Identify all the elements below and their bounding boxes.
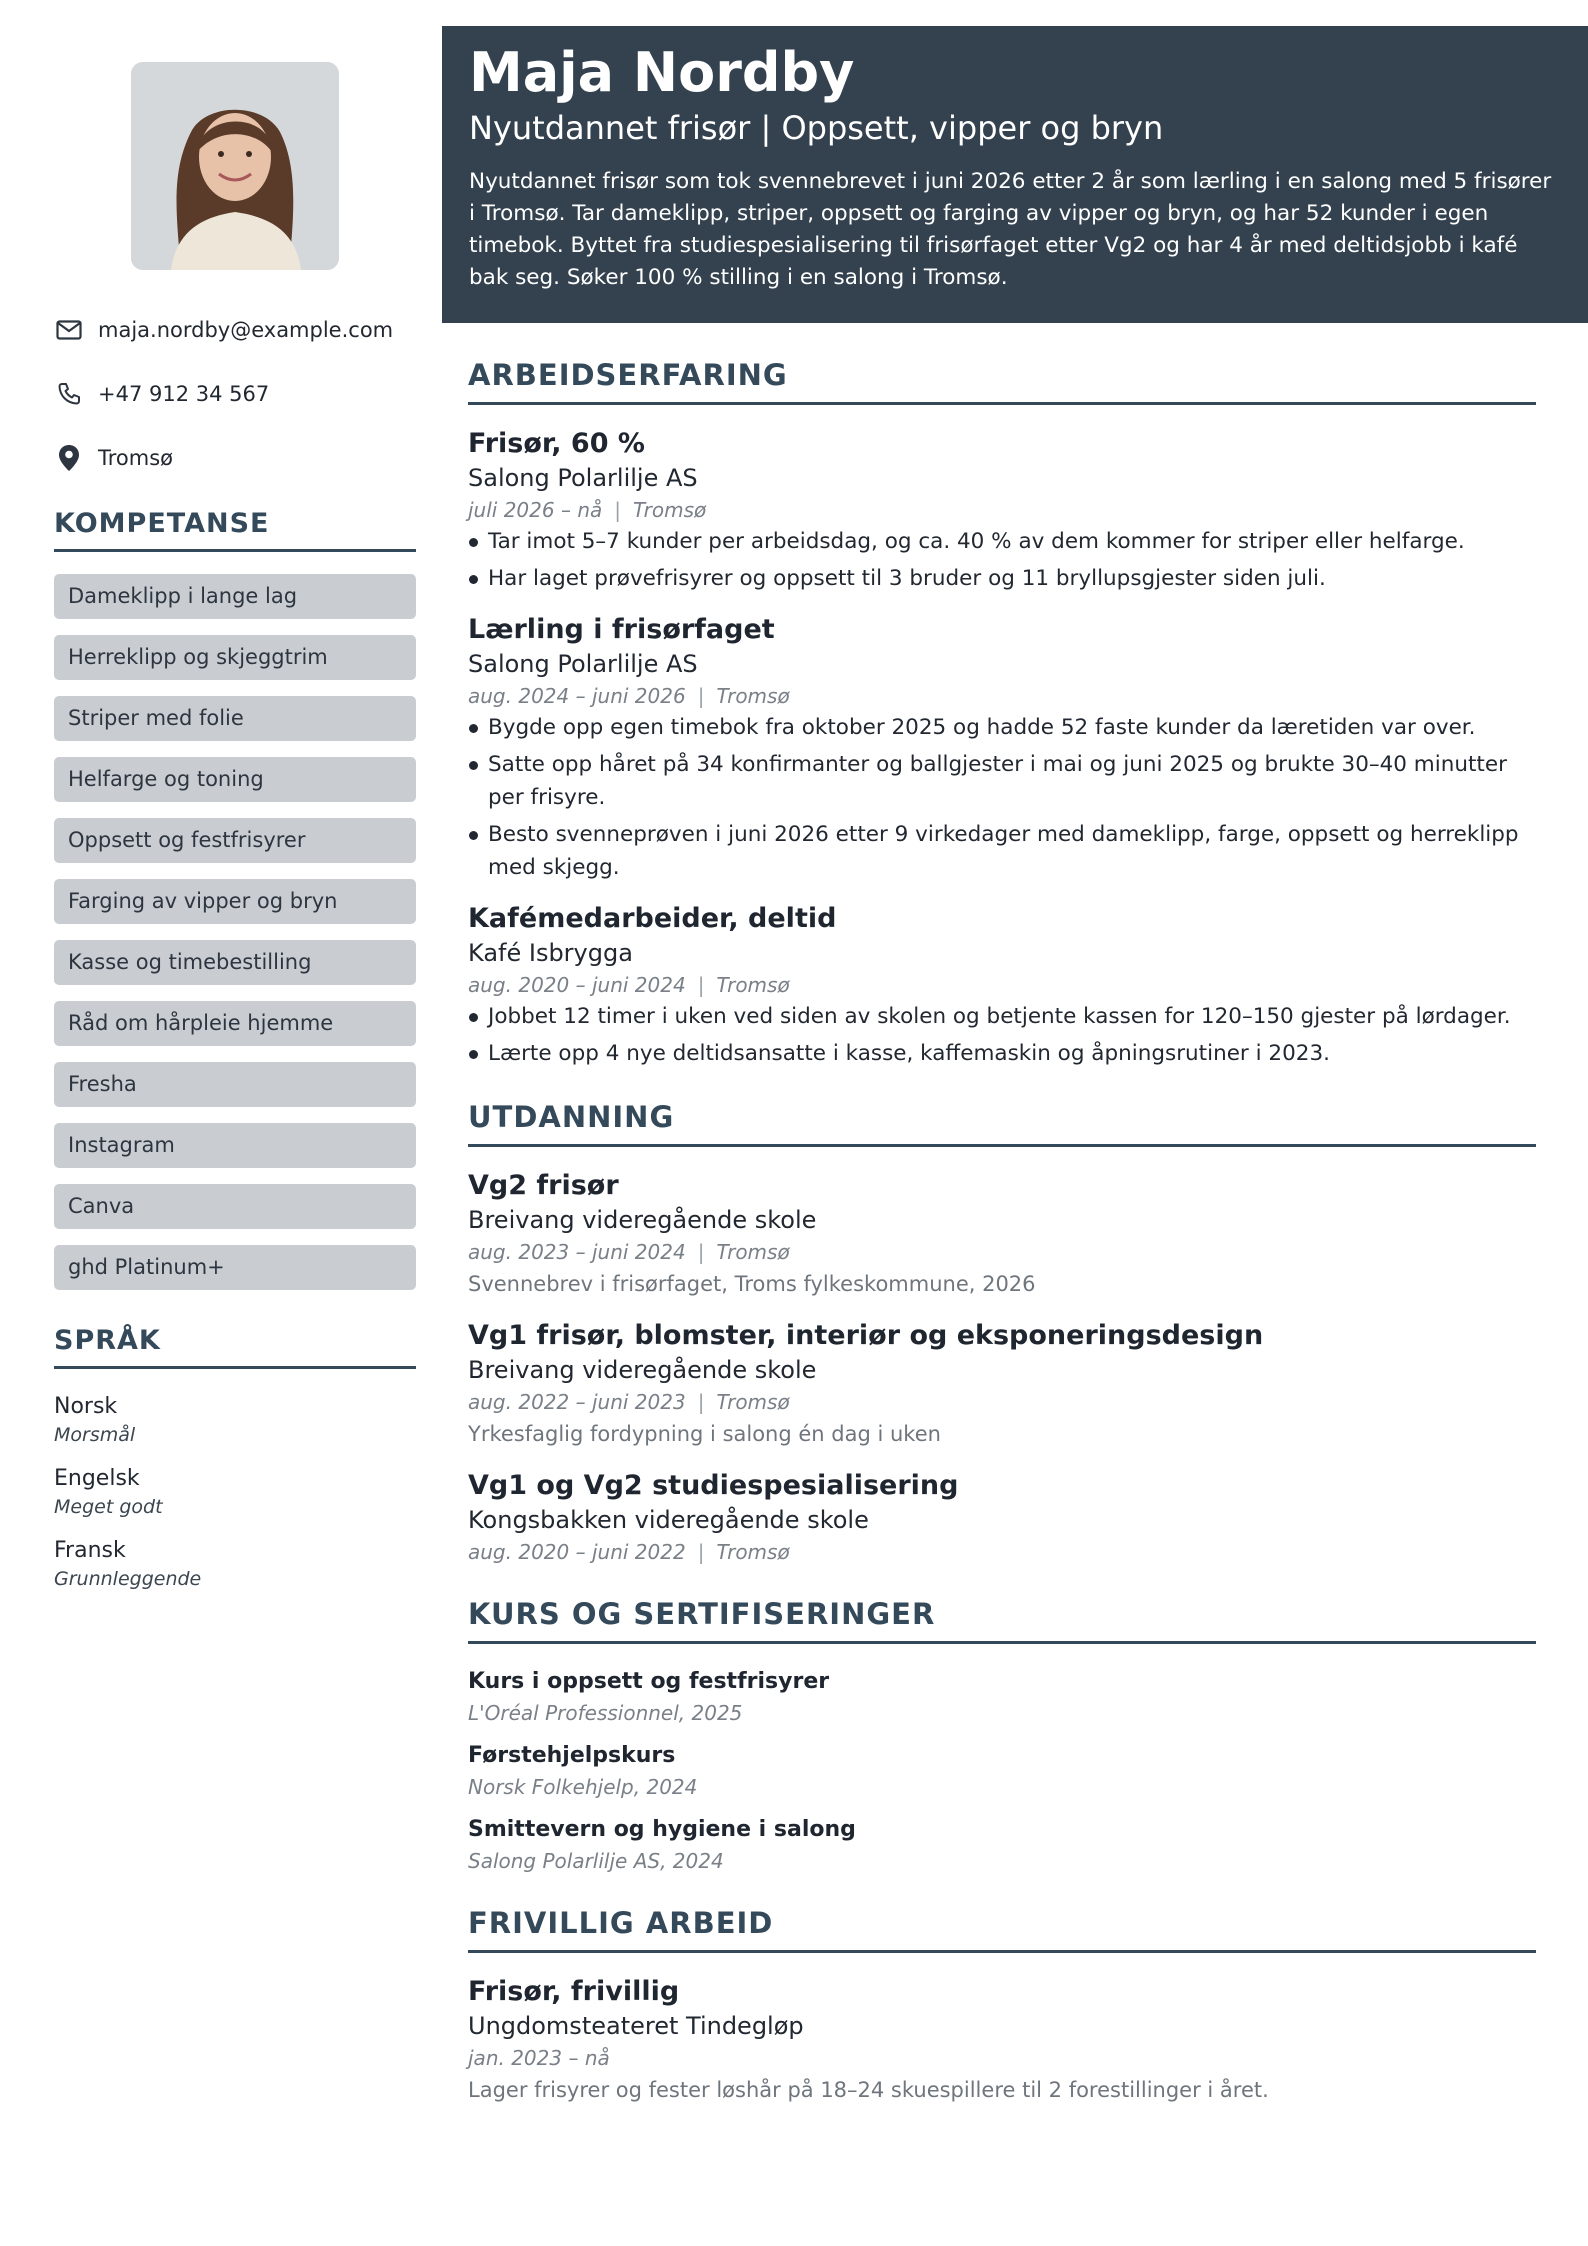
- entry-org: Ungdomsteateret Tindegløp: [468, 2012, 804, 2040]
- bullet-list: [468, 711, 1536, 884]
- bullet-item: Lærte opp 4 nye deltidsansatte i kasse, kaffemaskin og åpningsrutiner i 2023.: [468, 1037, 1536, 1070]
- entry-note: Yrkesfaglig fordypning i salong én dag i uken: [468, 1422, 941, 1446]
- profile-photo: [131, 62, 339, 270]
- volunteer-entry: [468, 1975, 1536, 2107]
- entry-meta: [468, 495, 1536, 525]
- skill-tag: Fresha: [54, 1062, 416, 1107]
- entry-org: Salong Polarlilje AS: [468, 464, 698, 492]
- education-entry: [468, 1169, 1536, 1301]
- contact-email[interactable]: [54, 315, 416, 345]
- entry-meta: [468, 1537, 1536, 1567]
- skill-tag: Farging av vipper og bryn: [54, 879, 416, 924]
- course-entry: [468, 1666, 1536, 1728]
- skills-heading: KOMPETANSE: [54, 508, 416, 552]
- summary: Nyutdannet frisør som tok svennebrevet i juni 2026 etter 2 år som lærling i en salong med 5 frisører i Tromsø. Tar dameklipp, striper, oppsett og farging av vipper og bryn, og har 52 kunder i egen timebok. Byttet fra studiespesialisering til frisørfaget etter Vg2 og har 4 år med deltidsjobb i kafé bak seg. Søker 100 % stilling i en salong i Tromsø.: [469, 169, 1552, 290]
- entry-dates: aug. 2020 – juni 2022: [468, 1540, 686, 1564]
- skill-tag: Instagram: [54, 1123, 416, 1168]
- language-item: [54, 1536, 416, 1592]
- entry-meta: [468, 681, 1536, 711]
- entry-dates: aug. 2020 – juni 2024: [468, 973, 686, 997]
- entry-note: Svennebrev i frisørfaget, Troms fylkeskommune, 2026: [468, 1272, 1036, 1296]
- entry-dates: aug. 2022 – juni 2023: [468, 1390, 686, 1414]
- bullet-item: Jobbet 12 timer i uken ved siden av skolen og betjente kassen for 120–150 gjester på lørdager.: [468, 1000, 1536, 1033]
- languages-list: [54, 1392, 416, 1608]
- entry-org: Breivang videregående skole: [468, 1206, 817, 1234]
- education-section: [468, 1100, 1536, 1567]
- entry-place: Tromsø: [716, 1240, 790, 1264]
- bullet-item: Satte opp håret på 34 konfirmanter og ballgjester i mai og juni 2025 og brukte 30–40 minutter per frisyre.: [468, 748, 1536, 814]
- entry-dates: jan. 2023 – nå: [468, 2046, 610, 2070]
- skill-tag: ghd Platinum+: [54, 1245, 416, 1290]
- course-meta: Salong Polarlilje AS, 2024: [468, 1849, 724, 1873]
- meta-separator: |: [614, 498, 621, 522]
- bullet-item: Har laget prøvefrisyrer og oppsett til 3 bruder og 11 bryllupsgjester siden juli.: [468, 562, 1536, 595]
- education-entry: [468, 1319, 1536, 1451]
- meta-separator: |: [697, 1240, 705, 1264]
- language-name: Norsk: [54, 1394, 118, 1419]
- main-content: [468, 358, 1536, 2137]
- meta-separator: |: [697, 684, 705, 708]
- bullet-list: [468, 1000, 1536, 1070]
- entry-meta: [468, 1387, 1536, 1417]
- entry-place: Tromsø: [633, 498, 707, 522]
- entry-org: Kongsbakken videregående skole: [468, 1506, 869, 1534]
- section-heading: UTDANNING: [468, 1100, 1536, 1147]
- entry-meta: [468, 970, 1536, 1000]
- education-entry: [468, 1469, 1536, 1567]
- entry-dates: juli 2026 – nå: [468, 498, 603, 522]
- courses-section: [468, 1597, 1536, 1876]
- email-icon: [54, 315, 84, 345]
- language-level: Morsmål: [54, 1424, 136, 1446]
- course-title: Kurs i oppsett og festfrisyrer: [468, 1669, 830, 1694]
- entry-title: Frisør, 60 %: [468, 428, 645, 459]
- entry-org: Breivang videregående skole: [468, 1356, 817, 1384]
- entry-title: Vg2 frisør: [468, 1170, 619, 1201]
- skill-tag: Dameklipp i lange lag: [54, 574, 416, 619]
- course-meta: L'Oréal Professionnel, 2025: [468, 1701, 743, 1725]
- contact-phone[interactable]: [54, 379, 416, 409]
- volunteer-section: [468, 1906, 1536, 2107]
- entry-note: Lager frisyrer og fester løshår på 18–24 skuespillere til 2 forestillinger i året.: [468, 2078, 1269, 2102]
- entry-dates: aug. 2023 – juni 2024: [468, 1240, 686, 1264]
- language-item: [54, 1464, 416, 1520]
- language-level: Grunnleggende: [54, 1568, 202, 1590]
- language-level: Meget godt: [54, 1496, 163, 1518]
- entry-title: Kafémedarbeider, deltid: [468, 903, 837, 934]
- skill-tag: Kasse og timebestilling: [54, 940, 416, 985]
- headline: Nyutdannet frisør | Oppsett, vipper og bryn: [469, 109, 1164, 147]
- section-heading: ARBEIDSERFARING: [468, 358, 1536, 405]
- entry-dates: aug. 2024 – juni 2026: [468, 684, 686, 708]
- entry-org: Kafé Isbrygga: [468, 939, 633, 967]
- meta-separator: |: [697, 1390, 705, 1414]
- section-heading: KURS OG SERTIFISERINGER: [468, 1597, 1536, 1644]
- candidate-name: Maja Nordby: [469, 41, 855, 104]
- course-entry: [468, 1740, 1536, 1802]
- skills-list: [54, 574, 416, 1306]
- entry-place: Tromsø: [716, 1540, 790, 1564]
- meta-separator: |: [697, 1540, 705, 1564]
- language-item: [54, 1392, 416, 1448]
- bullet-item: Tar imot 5–7 kunder per arbeidsdag, og ca. 40 % av dem kommer for striper eller helfarge.: [468, 525, 1536, 558]
- location-text: Tromsø: [98, 446, 174, 470]
- entry-place: Tromsø: [716, 973, 790, 997]
- skill-tag: Oppsett og festfrisyrer: [54, 818, 416, 863]
- course-meta: Norsk Folkehjelp, 2024: [468, 1775, 698, 1799]
- meta-separator: |: [697, 973, 705, 997]
- email-text: maja.nordby@example.com: [98, 318, 394, 342]
- language-name: Fransk: [54, 1538, 126, 1563]
- location-pin-icon: [54, 443, 84, 473]
- experience-entry: [468, 427, 1536, 595]
- bullet-list: [468, 525, 1536, 595]
- section-heading: FRIVILLIG ARBEID: [468, 1906, 1536, 1953]
- entry-title: Vg1 frisør, blomster, interiør og eksponeringsdesign: [468, 1320, 1264, 1351]
- skill-tag: Striper med folie: [54, 696, 416, 741]
- entry-org: Salong Polarlilje AS: [468, 650, 698, 678]
- experience-section: [468, 358, 1536, 1070]
- skill-tag: Råd om hårpleie hjemme: [54, 1001, 416, 1046]
- entry-meta: [468, 1237, 1536, 1267]
- experience-entry: [468, 613, 1536, 884]
- phone-icon: [54, 379, 84, 409]
- course-title: Førstehjelpskurs: [468, 1743, 676, 1768]
- contact-location: [54, 443, 416, 473]
- skill-tag: Herreklipp og skjeggtrim: [54, 635, 416, 680]
- bullet-item: Bygde opp egen timebok fra oktober 2025 og hadde 52 faste kunder da læretiden var over.: [468, 711, 1536, 744]
- entry-title: Vg1 og Vg2 studiespesialisering: [468, 1470, 959, 1501]
- entry-title: Lærling i frisørfaget: [468, 614, 775, 645]
- experience-entry: [468, 902, 1536, 1070]
- languages-heading: SPRÅK: [54, 1325, 416, 1369]
- phone-text: +47 912 34 567: [98, 382, 270, 406]
- entry-place: Tromsø: [716, 1390, 790, 1414]
- language-name: Engelsk: [54, 1466, 140, 1491]
- header-banner: [442, 26, 1588, 323]
- skill-tag: Canva: [54, 1184, 416, 1229]
- entry-place: Tromsø: [716, 684, 790, 708]
- course-entry: [468, 1814, 1536, 1876]
- skill-tag: Helfarge og toning: [54, 757, 416, 802]
- bullet-item: Besto svenneprøven i juni 2026 etter 9 virkedager med dameklipp, farge, oppsett og herreklipp med skjegg.: [468, 818, 1536, 884]
- course-title: Smittevern og hygiene i salong: [468, 1817, 856, 1842]
- entry-title: Frisør, frivillig: [468, 1976, 680, 2007]
